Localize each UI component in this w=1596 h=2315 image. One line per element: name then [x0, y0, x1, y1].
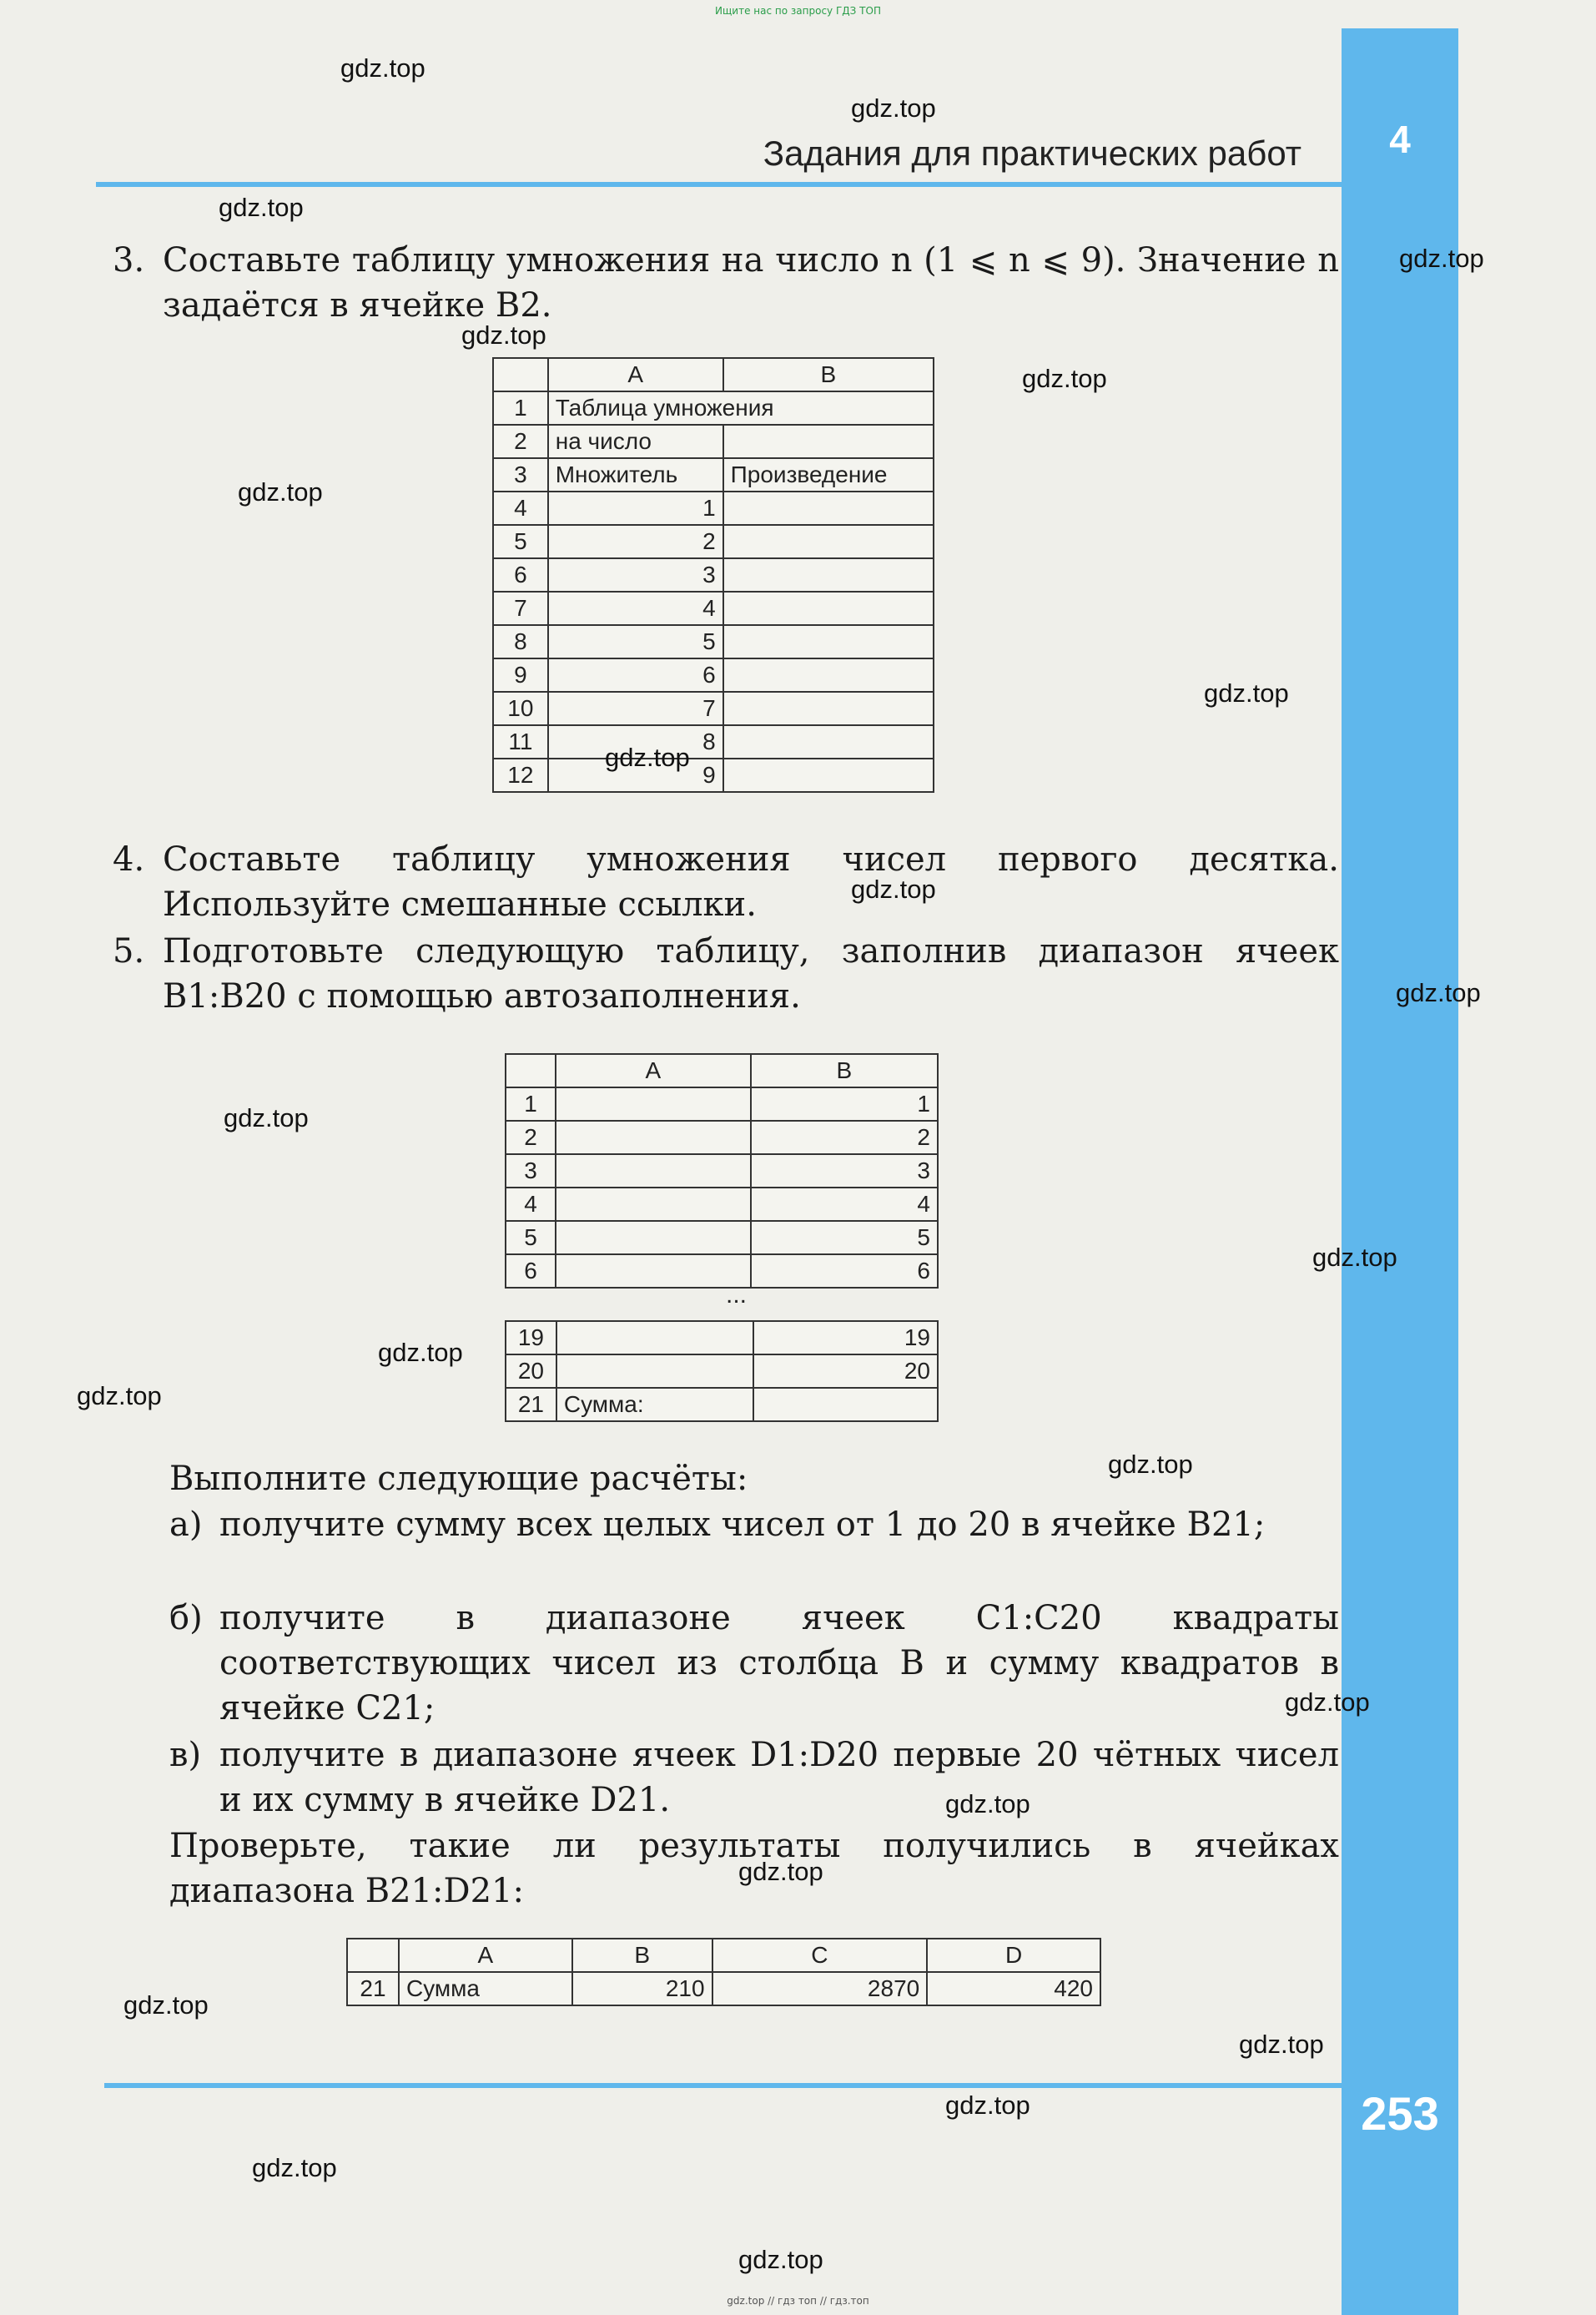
table-cell: 5	[548, 625, 723, 658]
top-note: Ищите нас по запросу ГДЗ ТОП	[715, 5, 881, 17]
watermark: gdz.top	[219, 193, 304, 222]
row-header: 8	[493, 625, 548, 658]
spreadsheet-task5-tail	[505, 1320, 939, 1422]
table-cell: 3	[751, 1154, 938, 1188]
watermark: gdz.top	[1022, 364, 1107, 393]
table-cell	[723, 592, 934, 625]
calc-item-b	[169, 1596, 1339, 1738]
table-cell	[723, 492, 934, 525]
task-number: 5.	[113, 932, 145, 971]
table-ellipsis: ...	[726, 1281, 748, 1309]
table-cell: 8	[548, 725, 723, 759]
table-cell: Таблица умножения	[548, 391, 934, 425]
watermark: gdz.top	[1399, 244, 1484, 273]
row-header: 2	[493, 425, 548, 458]
column-header: B	[723, 358, 934, 391]
page-number: 253	[1361, 2087, 1439, 2140]
task-number: 4.	[113, 840, 145, 879]
column-header: B	[572, 1939, 712, 1972]
row-header: 10	[493, 692, 548, 725]
task-4	[113, 837, 1339, 929]
calc-item-a	[169, 1502, 1339, 1594]
watermark: gdz.top	[238, 477, 323, 507]
row-header: 3	[506, 1154, 556, 1188]
row-header: 1	[506, 1087, 556, 1121]
watermark: gdz.top	[1239, 2030, 1324, 2059]
row-header: 12	[493, 759, 548, 792]
table-cell: Сумма	[399, 1972, 572, 2005]
row-header: 3	[493, 458, 548, 492]
watermark: gdz.top	[738, 2245, 823, 2274]
table-cell: 210	[572, 1972, 712, 2005]
table-cell: 6	[548, 658, 723, 692]
watermark: gdz.top	[123, 1990, 209, 2020]
column-header: A	[548, 358, 723, 391]
table-cell	[723, 759, 934, 792]
task-5	[113, 929, 1339, 1021]
table-cell	[723, 725, 934, 759]
task-number: 3.	[113, 241, 145, 280]
item-label: а)	[169, 1506, 203, 1544]
header-rule	[96, 182, 1342, 187]
table-cell	[556, 1087, 751, 1121]
table-cell: 4	[548, 592, 723, 625]
table-cell	[556, 1188, 751, 1221]
column-header: B	[751, 1054, 938, 1087]
table-cell	[556, 1121, 751, 1154]
table-cell	[723, 525, 934, 558]
column-header: C	[712, 1939, 928, 1972]
footer-rule	[104, 2083, 1342, 2088]
bottom-note: gdz.top // гдз топ // гдз.топ	[727, 2295, 869, 2307]
chapter-sidebar	[1342, 28, 1458, 2315]
item-text: получите сумму всех целых чисел от 1 до 20 в ячейке B21;	[219, 1506, 1266, 1544]
task-3	[113, 238, 1339, 330]
item-text: получите в диапазоне ячеек C1:C20 квадраты соответствующих чисел из столбца B и сумму квадратов в ячейке C21;	[219, 1599, 1339, 1727]
row-header: 7	[493, 592, 548, 625]
column-header: A	[556, 1054, 751, 1087]
result-table	[346, 1938, 1101, 2006]
calc-title: Выполните следующие расчёты:	[169, 1460, 748, 1498]
corner-cell	[493, 358, 548, 391]
page-title: Задания для практических работ	[763, 134, 1301, 173]
table-cell	[556, 1321, 753, 1354]
watermark: gdz.top	[77, 1381, 162, 1410]
table-cell	[556, 1354, 753, 1388]
table-cell: 19	[753, 1321, 938, 1354]
row-header: 6	[506, 1254, 556, 1288]
item-label: б)	[169, 1599, 203, 1637]
table-cell: 6	[751, 1254, 938, 1288]
corner-cell	[347, 1939, 399, 1972]
table-cell: Произведение	[723, 458, 934, 492]
row-header: 1	[493, 391, 548, 425]
watermark: gdz.top	[1312, 1243, 1397, 1272]
row-header: 11	[493, 725, 548, 759]
table-cell	[723, 658, 934, 692]
spreadsheet-task5	[505, 1053, 939, 1289]
calc-item-c	[169, 1732, 1339, 1824]
watermark: gdz.top	[378, 1338, 463, 1367]
table-cell	[753, 1388, 938, 1421]
table-cell	[723, 692, 934, 725]
row-header: 4	[493, 492, 548, 525]
row-header: 5	[506, 1221, 556, 1254]
watermark: gdz.top	[1285, 1687, 1370, 1717]
row-header: 5	[493, 525, 548, 558]
item-text: получите в диапазоне ячеек D1:D20 первые 20 чётных чисел и их сумму в ячейке D21.	[219, 1736, 1339, 1819]
task-text: Составьте таблицу умножения чисел первого десятка. Используйте смешанные ссылки.	[163, 840, 1339, 924]
table-cell	[556, 1154, 751, 1188]
table-cell: 2870	[712, 1972, 928, 2005]
watermark: gdz.top	[224, 1103, 309, 1132]
watermark: gdz.top	[1204, 678, 1289, 708]
watermark: gdz.top	[340, 53, 425, 83]
table-cell: 2	[548, 525, 723, 558]
task-text: Составьте таблицу умножения на число n (1 ⩽ n ⩽ 9). Значение n задаётся в ячейке B2.	[163, 241, 1339, 325]
table-cell: 420	[927, 1972, 1100, 2005]
table-cell: на число	[548, 425, 723, 458]
chapter-number: 4	[1389, 118, 1411, 161]
column-header: A	[399, 1939, 572, 1972]
table-cell: 1	[751, 1087, 938, 1121]
table-cell: 5	[751, 1221, 938, 1254]
row-header: 20	[506, 1354, 556, 1388]
column-header: D	[927, 1939, 1100, 1972]
row-header: 6	[493, 558, 548, 592]
row-header: 19	[506, 1321, 556, 1354]
table-cell: 9	[548, 759, 723, 792]
table-cell	[723, 558, 934, 592]
table-cell: Множитель	[548, 458, 723, 492]
spreadsheet-task3	[492, 357, 934, 793]
table-cell	[723, 425, 934, 458]
watermark: gdz.top	[605, 743, 690, 772]
item-label: в)	[169, 1736, 202, 1774]
table-cell	[723, 625, 934, 658]
watermark: gdz.top	[1108, 1450, 1193, 1479]
watermark: gdz.top	[851, 875, 936, 904]
watermark: gdz.top	[738, 1857, 823, 1886]
watermark: gdz.top	[945, 2091, 1030, 2120]
table-cell	[556, 1221, 751, 1254]
watermark: gdz.top	[461, 320, 546, 350]
table-cell: 7	[548, 692, 723, 725]
row-header: 2	[506, 1121, 556, 1154]
row-header: 21	[347, 1972, 399, 2005]
table-cell: 2	[751, 1121, 938, 1154]
table-cell: 20	[753, 1354, 938, 1388]
watermark: gdz.top	[851, 93, 936, 123]
watermark: gdz.top	[252, 2153, 337, 2182]
watermark: gdz.top	[945, 1789, 1030, 1818]
table-cell: 1	[548, 492, 723, 525]
table-cell: 4	[751, 1188, 938, 1221]
task-text: Подготовьте следующую таблицу, заполнив диапазон ячеек B1:B20 с помощью автозаполнения.	[163, 932, 1339, 1016]
corner-cell	[506, 1054, 556, 1087]
table-cell	[556, 1254, 751, 1288]
row-header: 4	[506, 1188, 556, 1221]
watermark: gdz.top	[1396, 978, 1481, 1007]
row-header: 21	[506, 1388, 556, 1421]
row-header: 9	[493, 658, 548, 692]
table-cell: 3	[548, 558, 723, 592]
table-cell: Сумма:	[556, 1388, 753, 1421]
check-text: Проверьте, такие ли результаты получились в ячейках диапазона B21:D21:	[169, 1827, 1339, 1910]
